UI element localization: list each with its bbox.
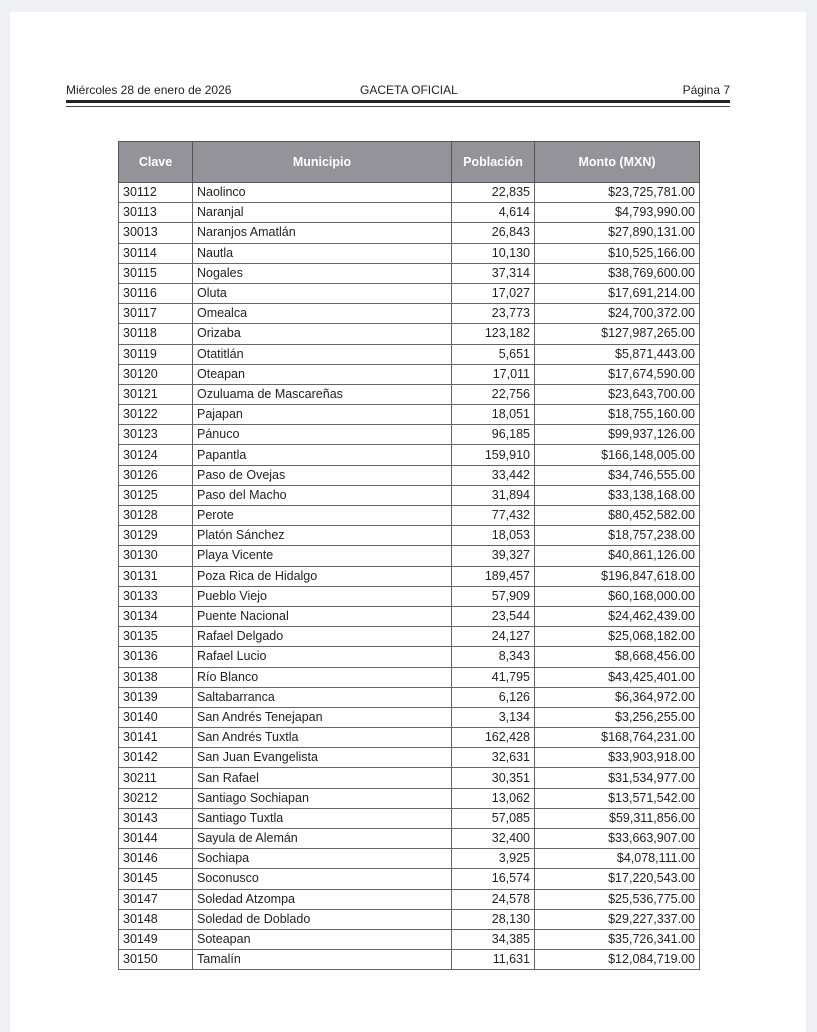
table-row xyxy=(119,566,700,586)
table-row xyxy=(119,263,700,283)
clave-cell: 30129 xyxy=(119,526,193,546)
table-row xyxy=(119,324,700,344)
clave-cell: 30211 xyxy=(119,768,193,788)
table-row xyxy=(119,546,700,566)
monto-cell: $18,755,160.00 xyxy=(535,405,700,425)
table-row xyxy=(119,667,700,687)
table-row xyxy=(119,405,700,425)
header-page-number: Página 7 xyxy=(682,83,730,97)
column-header-monto: Monto (MXN) xyxy=(535,142,700,183)
table-row xyxy=(119,647,700,667)
municipio-cell: Tamalín xyxy=(193,950,452,970)
municipio-cell: Pánuco xyxy=(193,425,452,445)
municipio-cell: Soconusco xyxy=(193,869,452,889)
municipio-cell: San Andrés Tuxtla xyxy=(193,728,452,748)
table-row xyxy=(119,889,700,909)
table-row xyxy=(119,768,700,788)
poblacion-cell: 24,578 xyxy=(452,889,535,909)
monto-cell: $25,068,182.00 xyxy=(535,627,700,647)
poblacion-cell: 41,795 xyxy=(452,667,535,687)
clave-cell: 30142 xyxy=(119,748,193,768)
table-row xyxy=(119,304,700,324)
clave-cell: 30119 xyxy=(119,344,193,364)
table-row xyxy=(119,808,700,828)
poblacion-cell: 77,432 xyxy=(452,506,535,526)
monto-cell: $35,726,341.00 xyxy=(535,929,700,949)
header-publication-title: GACETA OFICIAL xyxy=(360,83,458,97)
poblacion-cell: 4,614 xyxy=(452,203,535,223)
monto-cell: $23,725,781.00 xyxy=(535,183,700,203)
column-header-clave: Clave xyxy=(119,142,193,183)
municipio-cell: Platón Sánchez xyxy=(193,526,452,546)
page-header xyxy=(66,82,730,98)
municipio-cell: Sochiapa xyxy=(193,849,452,869)
clave-cell: 30147 xyxy=(119,889,193,909)
poblacion-cell: 57,085 xyxy=(452,808,535,828)
clave-cell: 30141 xyxy=(119,728,193,748)
clave-cell: 30113 xyxy=(119,203,193,223)
clave-cell: 30139 xyxy=(119,687,193,707)
clave-cell: 30148 xyxy=(119,909,193,929)
monto-cell: $6,364,972.00 xyxy=(535,687,700,707)
monto-cell: $33,663,907.00 xyxy=(535,829,700,849)
poblacion-cell: 16,574 xyxy=(452,869,535,889)
municipio-cell: Perote xyxy=(193,506,452,526)
clave-cell: 30135 xyxy=(119,627,193,647)
clave-cell: 30128 xyxy=(119,506,193,526)
table-row xyxy=(119,223,700,243)
monto-cell: $166,148,005.00 xyxy=(535,445,700,465)
clave-cell: 30136 xyxy=(119,647,193,667)
monto-cell: $29,227,337.00 xyxy=(535,909,700,929)
municipio-cell: Paso de Ovejas xyxy=(193,465,452,485)
municipio-cell: Naranjos Amatlán xyxy=(193,223,452,243)
poblacion-cell: 28,130 xyxy=(452,909,535,929)
monto-cell: $3,256,255.00 xyxy=(535,707,700,727)
monto-cell: $43,425,401.00 xyxy=(535,667,700,687)
poblacion-cell: 32,631 xyxy=(452,748,535,768)
municipio-cell: Soledad Atzompa xyxy=(193,889,452,909)
municipio-cell: San Andrés Tenejapan xyxy=(193,707,452,727)
poblacion-cell: 23,544 xyxy=(452,606,535,626)
table-row xyxy=(119,728,700,748)
table-row xyxy=(119,869,700,889)
clave-cell: 30115 xyxy=(119,263,193,283)
table-row xyxy=(119,506,700,526)
clave-cell: 30123 xyxy=(119,425,193,445)
municipio-cell: Papantla xyxy=(193,445,452,465)
monto-cell: $34,746,555.00 xyxy=(535,465,700,485)
table-row xyxy=(119,788,700,808)
document-page xyxy=(10,12,806,1032)
clave-cell: 30117 xyxy=(119,304,193,324)
monto-cell: $17,220,543.00 xyxy=(535,869,700,889)
table-row xyxy=(119,687,700,707)
table-row xyxy=(119,485,700,505)
municipio-cell: Playa Vicente xyxy=(193,546,452,566)
municipio-cell: Orizaba xyxy=(193,324,452,344)
municipio-cell: Rafael Delgado xyxy=(193,627,452,647)
poblacion-cell: 159,910 xyxy=(452,445,535,465)
table-row xyxy=(119,203,700,223)
monto-cell: $127,987,265.00 xyxy=(535,324,700,344)
poblacion-cell: 31,894 xyxy=(452,485,535,505)
table-row xyxy=(119,526,700,546)
monto-cell: $60,168,000.00 xyxy=(535,586,700,606)
clave-cell: 30145 xyxy=(119,869,193,889)
clave-cell: 30144 xyxy=(119,829,193,849)
monto-cell: $17,674,590.00 xyxy=(535,364,700,384)
table-row xyxy=(119,425,700,445)
poblacion-cell: 18,053 xyxy=(452,526,535,546)
header-date: Miércoles 28 de enero de 2026 xyxy=(66,83,232,97)
clave-cell: 30134 xyxy=(119,606,193,626)
municipio-cell: Saltabarranca xyxy=(193,687,452,707)
clave-cell: 30126 xyxy=(119,465,193,485)
municipio-cell: San Rafael xyxy=(193,768,452,788)
poblacion-cell: 5,651 xyxy=(452,344,535,364)
municipio-cell: Santiago Tuxtla xyxy=(193,808,452,828)
municipio-cell: Soteapan xyxy=(193,929,452,949)
monto-cell: $33,138,168.00 xyxy=(535,485,700,505)
monto-cell: $24,700,372.00 xyxy=(535,304,700,324)
clave-cell: 30143 xyxy=(119,808,193,828)
clave-cell: 30013 xyxy=(119,223,193,243)
clave-cell: 30146 xyxy=(119,849,193,869)
table-body xyxy=(119,183,700,970)
poblacion-cell: 26,843 xyxy=(452,223,535,243)
monto-cell: $27,890,131.00 xyxy=(535,223,700,243)
municipio-cell: Puente Nacional xyxy=(193,606,452,626)
municipio-cell: Oluta xyxy=(193,283,452,303)
clave-cell: 30212 xyxy=(119,788,193,808)
clave-cell: 30116 xyxy=(119,283,193,303)
table-row xyxy=(119,283,700,303)
poblacion-cell: 33,442 xyxy=(452,465,535,485)
poblacion-cell: 32,400 xyxy=(452,829,535,849)
poblacion-cell: 34,385 xyxy=(452,929,535,949)
monto-cell: $5,871,443.00 xyxy=(535,344,700,364)
table-row xyxy=(119,445,700,465)
clave-cell: 30122 xyxy=(119,405,193,425)
monto-cell: $196,847,618.00 xyxy=(535,566,700,586)
monto-cell: $168,764,231.00 xyxy=(535,728,700,748)
table-row xyxy=(119,606,700,626)
municipality-table xyxy=(118,141,700,970)
clave-cell: 30112 xyxy=(119,183,193,203)
column-header-poblacion: Población xyxy=(452,142,535,183)
clave-cell: 30130 xyxy=(119,546,193,566)
municipio-cell: San Juan Evangelista xyxy=(193,748,452,768)
clave-cell: 30118 xyxy=(119,324,193,344)
table-row xyxy=(119,183,700,203)
monto-cell: $80,452,582.00 xyxy=(535,506,700,526)
poblacion-cell: 96,185 xyxy=(452,425,535,445)
monto-cell: $12,084,719.00 xyxy=(535,950,700,970)
table-row xyxy=(119,586,700,606)
table-header-row xyxy=(119,142,700,183)
poblacion-cell: 162,428 xyxy=(452,728,535,748)
monto-cell: $23,643,700.00 xyxy=(535,384,700,404)
column-header-municipio: Municipio xyxy=(193,142,452,183)
poblacion-cell: 6,126 xyxy=(452,687,535,707)
poblacion-cell: 57,909 xyxy=(452,586,535,606)
table-row xyxy=(119,344,700,364)
municipio-cell: Otatitlán xyxy=(193,344,452,364)
monto-cell: $10,525,166.00 xyxy=(535,243,700,263)
municipio-cell: Poza Rica de Hidalgo xyxy=(193,566,452,586)
table-row xyxy=(119,243,700,263)
clave-cell: 30121 xyxy=(119,384,193,404)
clave-cell: 30120 xyxy=(119,364,193,384)
municipio-cell: Nautla xyxy=(193,243,452,263)
poblacion-cell: 10,130 xyxy=(452,243,535,263)
municipio-cell: Nogales xyxy=(193,263,452,283)
monto-cell: $59,311,856.00 xyxy=(535,808,700,828)
clave-cell: 30124 xyxy=(119,445,193,465)
poblacion-cell: 17,027 xyxy=(452,283,535,303)
monto-cell: $4,793,990.00 xyxy=(535,203,700,223)
municipio-cell: Paso del Macho xyxy=(193,485,452,505)
poblacion-cell: 13,062 xyxy=(452,788,535,808)
monto-cell: $33,903,918.00 xyxy=(535,748,700,768)
table-row xyxy=(119,909,700,929)
monto-cell: $13,571,542.00 xyxy=(535,788,700,808)
poblacion-cell: 30,351 xyxy=(452,768,535,788)
clave-cell: 30140 xyxy=(119,707,193,727)
municipio-cell: Santiago Sochiapan xyxy=(193,788,452,808)
monto-cell: $99,937,126.00 xyxy=(535,425,700,445)
table-row xyxy=(119,950,700,970)
header-rule-thick xyxy=(66,100,730,103)
municipio-cell: Ozuluama de Mascareñas xyxy=(193,384,452,404)
monto-cell: $17,691,214.00 xyxy=(535,283,700,303)
poblacion-cell: 11,631 xyxy=(452,950,535,970)
poblacion-cell: 22,835 xyxy=(452,183,535,203)
clave-cell: 30138 xyxy=(119,667,193,687)
poblacion-cell: 18,051 xyxy=(452,405,535,425)
municipio-cell: Naolinco xyxy=(193,183,452,203)
municipio-cell: Pajapan xyxy=(193,405,452,425)
table-row xyxy=(119,465,700,485)
clave-cell: 30125 xyxy=(119,485,193,505)
table-row xyxy=(119,829,700,849)
clave-cell: 30114 xyxy=(119,243,193,263)
monto-cell: $31,534,977.00 xyxy=(535,768,700,788)
clave-cell: 30131 xyxy=(119,566,193,586)
municipio-cell: Omealca xyxy=(193,304,452,324)
poblacion-cell: 123,182 xyxy=(452,324,535,344)
poblacion-cell: 3,925 xyxy=(452,849,535,869)
monto-cell: $38,769,600.00 xyxy=(535,263,700,283)
municipio-cell: Oteapan xyxy=(193,364,452,384)
poblacion-cell: 39,327 xyxy=(452,546,535,566)
clave-cell: 30133 xyxy=(119,586,193,606)
table-row xyxy=(119,748,700,768)
monto-cell: $4,078,111.00 xyxy=(535,849,700,869)
monto-cell: $8,668,456.00 xyxy=(535,647,700,667)
municipio-cell: Río Blanco xyxy=(193,667,452,687)
poblacion-cell: 23,773 xyxy=(452,304,535,324)
poblacion-cell: 3,134 xyxy=(452,707,535,727)
municipio-cell: Pueblo Viejo xyxy=(193,586,452,606)
poblacion-cell: 37,314 xyxy=(452,263,535,283)
municipio-cell: Sayula de Alemán xyxy=(193,829,452,849)
table-row xyxy=(119,849,700,869)
table-row xyxy=(119,627,700,647)
poblacion-cell: 189,457 xyxy=(452,566,535,586)
municipio-cell: Naranjal xyxy=(193,203,452,223)
monto-cell: $40,861,126.00 xyxy=(535,546,700,566)
poblacion-cell: 22,756 xyxy=(452,384,535,404)
municipio-cell: Soledad de Doblado xyxy=(193,909,452,929)
poblacion-cell: 8,343 xyxy=(452,647,535,667)
poblacion-cell: 17,011 xyxy=(452,364,535,384)
monto-cell: $25,536,775.00 xyxy=(535,889,700,909)
poblacion-cell: 24,127 xyxy=(452,627,535,647)
monto-cell: $24,462,439.00 xyxy=(535,606,700,626)
monto-cell: $18,757,238.00 xyxy=(535,526,700,546)
table-row xyxy=(119,929,700,949)
table-row xyxy=(119,384,700,404)
clave-cell: 30149 xyxy=(119,929,193,949)
table-row xyxy=(119,707,700,727)
table-row xyxy=(119,364,700,384)
clave-cell: 30150 xyxy=(119,950,193,970)
header-rule-thin xyxy=(66,106,730,107)
municipio-cell: Rafael Lucio xyxy=(193,647,452,667)
